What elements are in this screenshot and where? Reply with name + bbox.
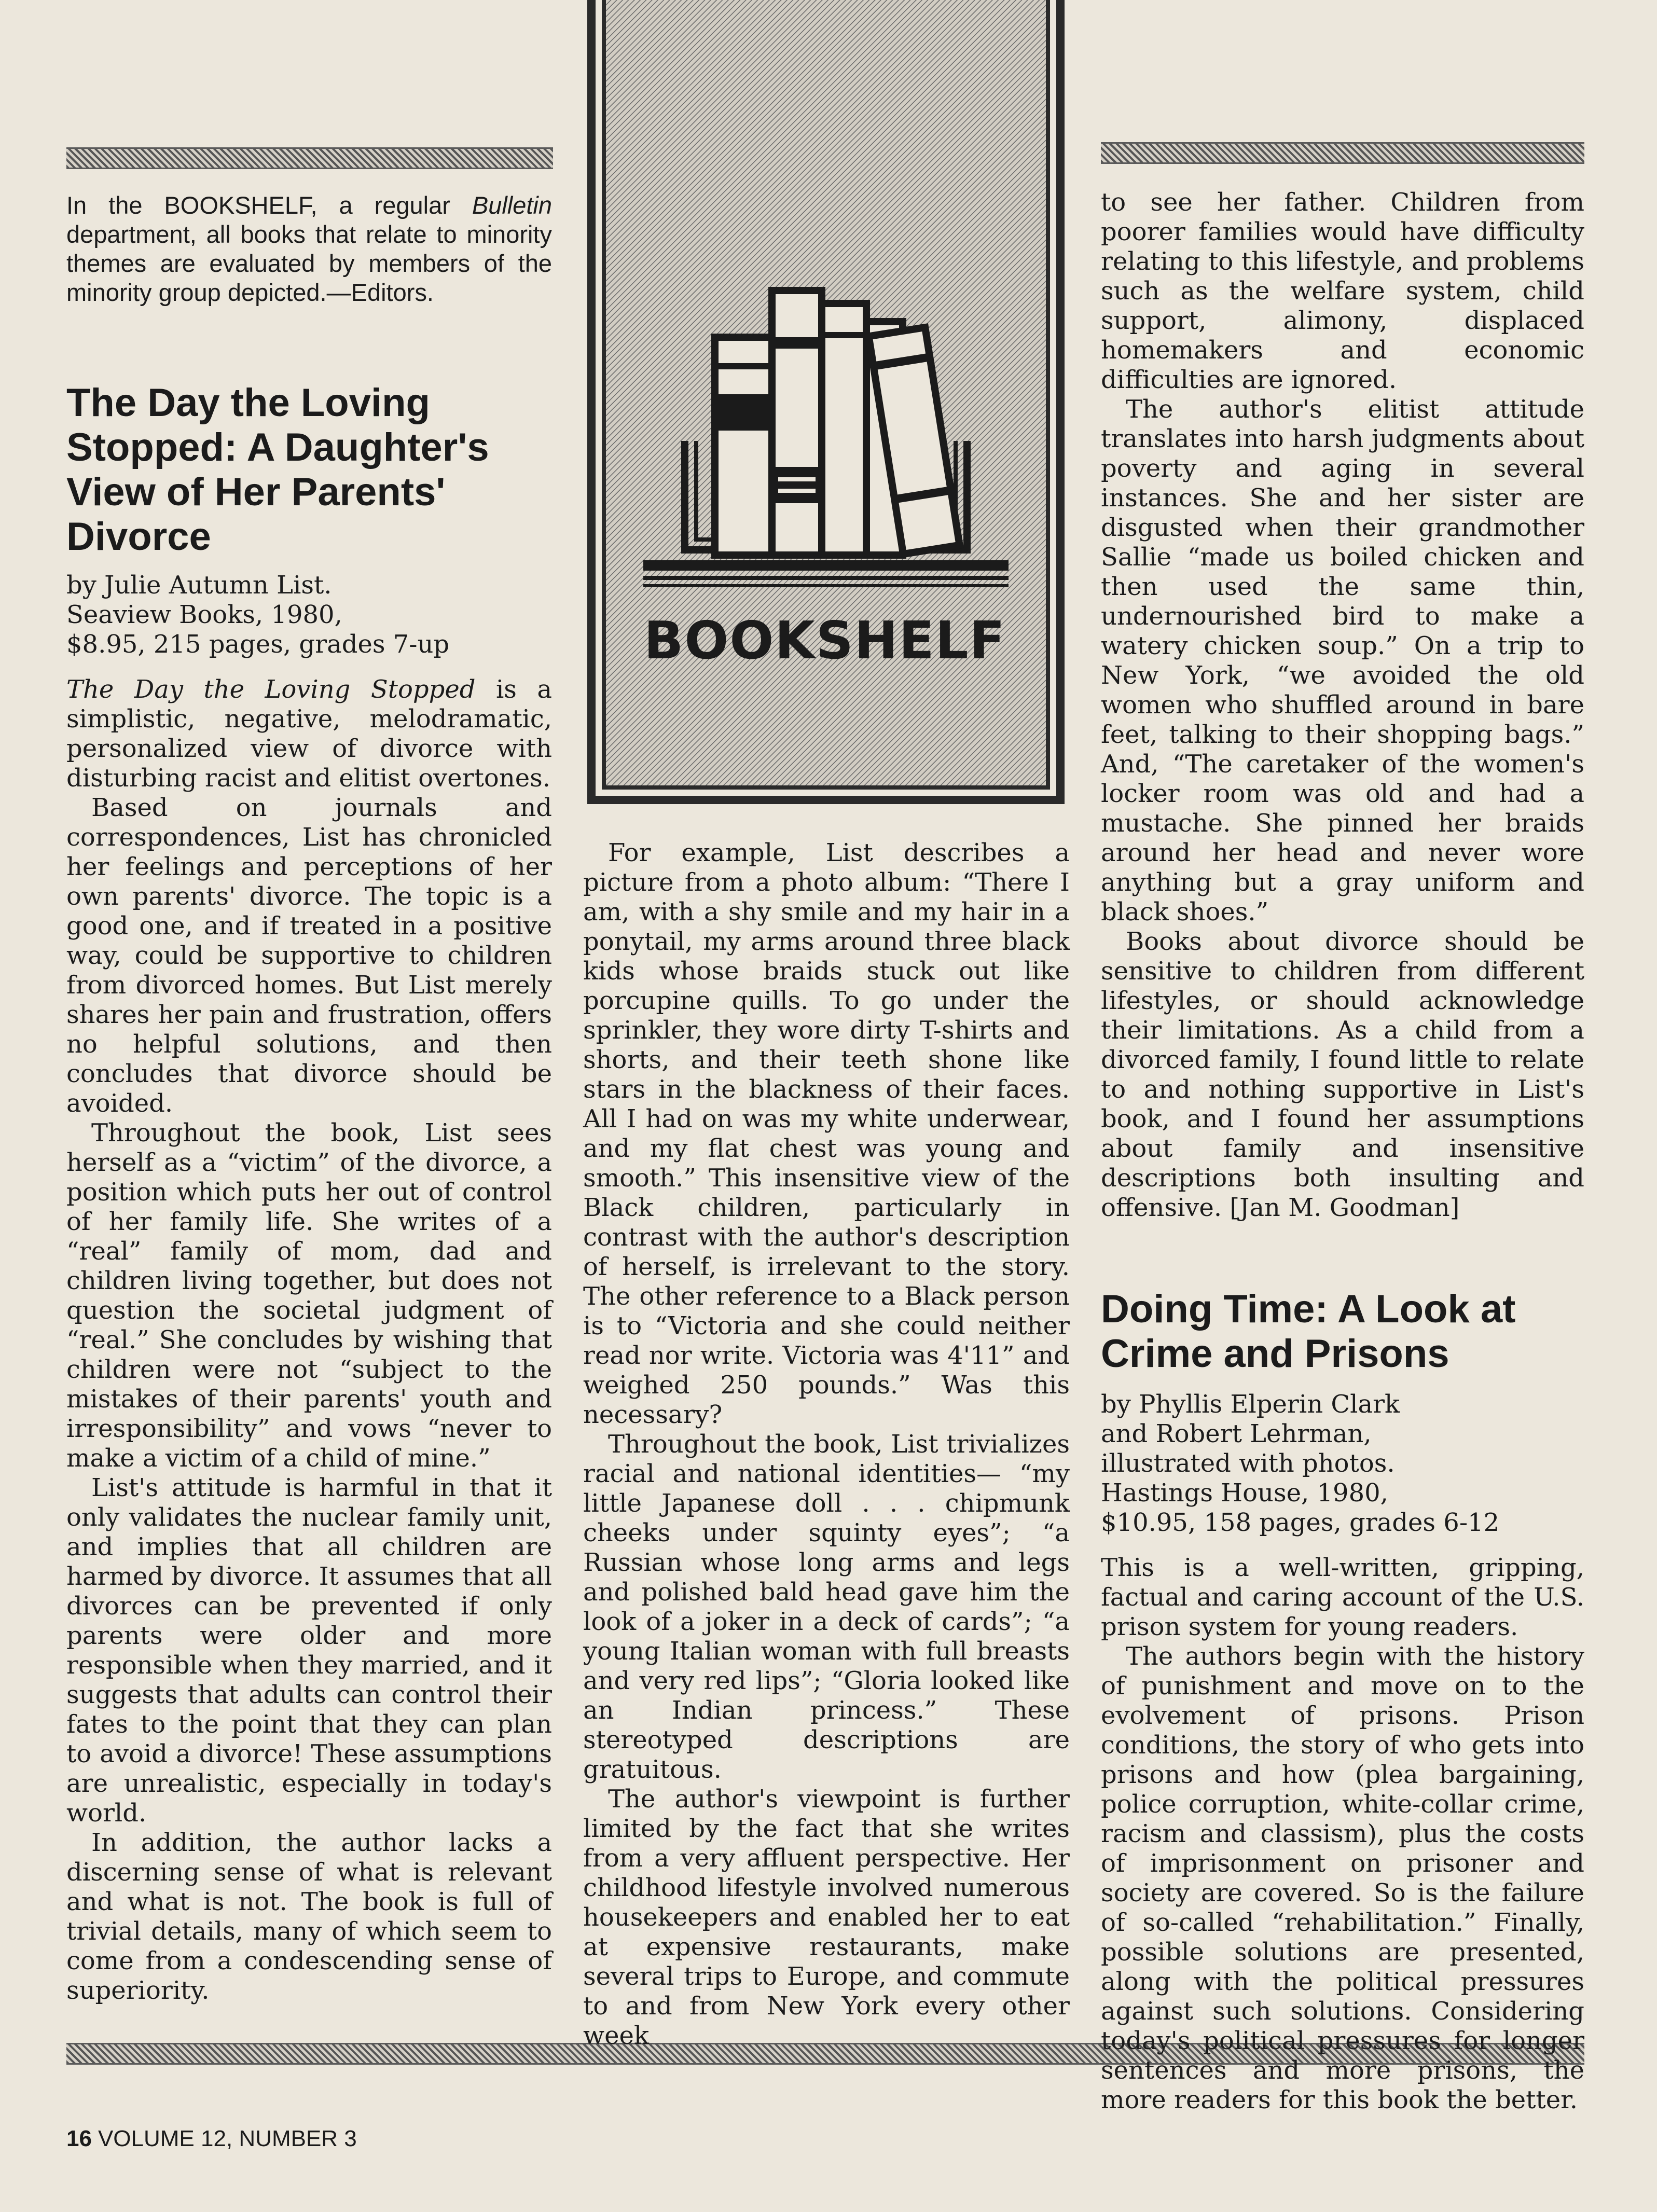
right-column [1101, 188, 1584, 2115]
top-rule-left [66, 147, 553, 169]
left-column [66, 191, 552, 2006]
paragraph: Throughout the book, List sees herself as a “victim” of the divorce, a position which puts her out of control of her family life. She writes of a “real” family of mom, dad and children living together, but does not question the societal judgment of “real.” She concludes by wishing that children were not “subject to the mistakes of their parents' youth and irresponsibility” and vows “never to make a victim of a child of mine.” [66, 1118, 552, 1473]
byline-illustrated: illustrated with photos. [1101, 1449, 1395, 1478]
paragraph: For example, List describes a picture from a photo album: “There I am, with a shy smile and my hair in a ponytail, my arms around three black kids whose braids stuck out like porcupine quills. To go under the sprinkler, they wore dirty T-shirts and shorts, and their teeth shone like stars in the blackness of their faces. All I had on was my white underwear, and my flat chest was young and smooth.” This insensitive view of the Black children, particularly in contrast with the author's description of herself, is irrelevant to the story. The other reference to a Black person is to “Victoria and she could neither read nor write. Victoria was 4'11” and weighed 250 pounds.” Was this necessary? [583, 838, 1070, 1429]
bookshelf-logo-text: BOOKSHELF [644, 610, 1006, 671]
byline-price: $8.95, 215 pages, grades 7-up [66, 630, 450, 659]
review-byline-2 [1101, 1390, 1584, 1538]
book-2 [772, 291, 822, 555]
review-title-2: Doing Time: A Look at Crime and Prisons [1101, 1287, 1516, 1376]
paragraph: Based on journals and correspondences, List has chronicled her feelings and perceptions of her own parents' divorce. The topic is a good one, and if treated in a positive way, could be supportive to children from divorced homes. But List merely shares her pain and frustration, offers no helpful solutions, and then concludes that divorce should be avoided. [66, 793, 552, 1118]
paragraph: In addition, the author lacks a discerning sense of what is relevant and what is not. The book is full of trivial details, many of which seem to come from a condescending sense of superiority. [66, 1828, 552, 2005]
issue-label: VOLUME 12, NUMBER 3 [98, 2126, 357, 2151]
bookshelf-illustration [581, 0, 1071, 809]
page-number: 16 [66, 2126, 92, 2151]
intro-text-2: department, all books that relate to minority themes are evaluated by members of the minority group depicted.—Editors. [66, 220, 552, 306]
paragraph: The author's viewpoint is further limited by the fact that she writes from a very affluent perspective. Her childhood lifestyle involved numerous housekeepers and enabled her to eat at expensive restaurants, make several trips to Europe, and commute to and from New York every other week [583, 1785, 1070, 2050]
intro-bulletin: Bulletin [472, 191, 552, 219]
paragraph: The author's elitist attitude translates into harsh judgments about poverty and aging in several instances. She and her sister are disgusted when their grandmother Sallie “made us boiled chicken and then used the same thin, undernourished bird to make a watery chicken soup.” On a trip to New York, “we avoided the old women who shuffled around in bare feet, talking to their shopping bags.” And, “The caretaker of the women's locker room was old and had a mustache. She pinned her braids around her head and never wore anything but a gray uniform and black shoes.” [1101, 395, 1584, 927]
page-footer [66, 2126, 357, 2152]
byline-publisher: Seaview Books, 1980, [66, 600, 342, 629]
byline-author: by Phyllis Elperin Clark [1101, 1390, 1400, 1419]
editor-intro [66, 191, 552, 307]
intro-text-1: In the BOOKSHELF, a regular [66, 191, 472, 219]
lead-title: The Day the Loving Stopped [66, 675, 476, 704]
lead-text: is a simplistic, negative, melodramatic, personalized view of divorce with disturbing racist and elitist overtones. [66, 675, 552, 793]
paragraph: List's attitude is harmful in that it only validates the nuclear family unit, and implies that all children are harmed by divorce. It assumes that all divorces can be prevented if only parents were older and more responsible when they married, and it suggests that adults can control their fates to the point that they can plan to avoid a divorce! These assumptions are unrealistic, especially in today's world. [66, 1473, 552, 1828]
paragraph: Books about divorce should be sensitive to children from different lifestyles, or should acknowledge their limitations. As a child from a divorced family, I found little to relate to and nothing supportive in List's book, and I found her assumptions about family and insensitive descriptions both insulting and offensive. [Jan M. Goodman] [1101, 927, 1584, 1222]
book-3 [822, 303, 866, 555]
byline-author-2: and Robert Lehrman, [1101, 1419, 1372, 1448]
paragraph: The authors begin with the history of punishment and move on to the evolvement of prisons. Prison conditions, the story of who gets into prisons and how (plea bargaining, police corruption, white-collar crime, racism and classism), plus the costs of imprisonment on prisoner and society are covered. So is the failure of so-called “rehabilitation.” Finally, possible solutions are presented, along with the political pressures against such solutions. Considering today's political pressures for longer sentences and more prisons, the more readers for this book the better. [1101, 1642, 1584, 2114]
paragraph: This is a well-written, gripping, factual and caring account of the U.S. prison system for young readers. [1101, 1553, 1584, 1641]
review-byline [66, 571, 552, 659]
middle-column [583, 838, 1070, 2051]
paragraph: Throughout the book, List trivializes racial and national identities— “my little Japanese doll . . . chipmunk cheeks under squinty eyes”; “a Russian whose long arms and legs and polished bald head gave him the look of a joker in a deck of cards”; “a young Italian woman with full breasts and very red lips”; “Gloria looked like an Indian princess.” These stereotyped descriptions are gratuitous. [583, 1430, 1070, 1784]
byline-price: $10.95, 158 pages, grades 6-12 [1101, 1508, 1500, 1537]
byline-author: by Julie Autumn List. [66, 571, 332, 600]
bookshelf-graphic [581, 0, 1071, 809]
paragraph: to see her father. Children from poorer families would have difficulty relating to this lifestyle, and problems such as the welfare system, child support, alimony, displaced homemakers and economic difficulties are ignored. [1101, 188, 1584, 394]
review-lead [66, 675, 552, 793]
top-rule-right [1101, 142, 1584, 164]
byline-publisher: Hastings House, 1980, [1101, 1478, 1388, 1508]
book-1 [715, 337, 772, 555]
review-title: The Day the Loving Stopped: A Daughter's View of Her Parents' Divorce [66, 381, 489, 559]
